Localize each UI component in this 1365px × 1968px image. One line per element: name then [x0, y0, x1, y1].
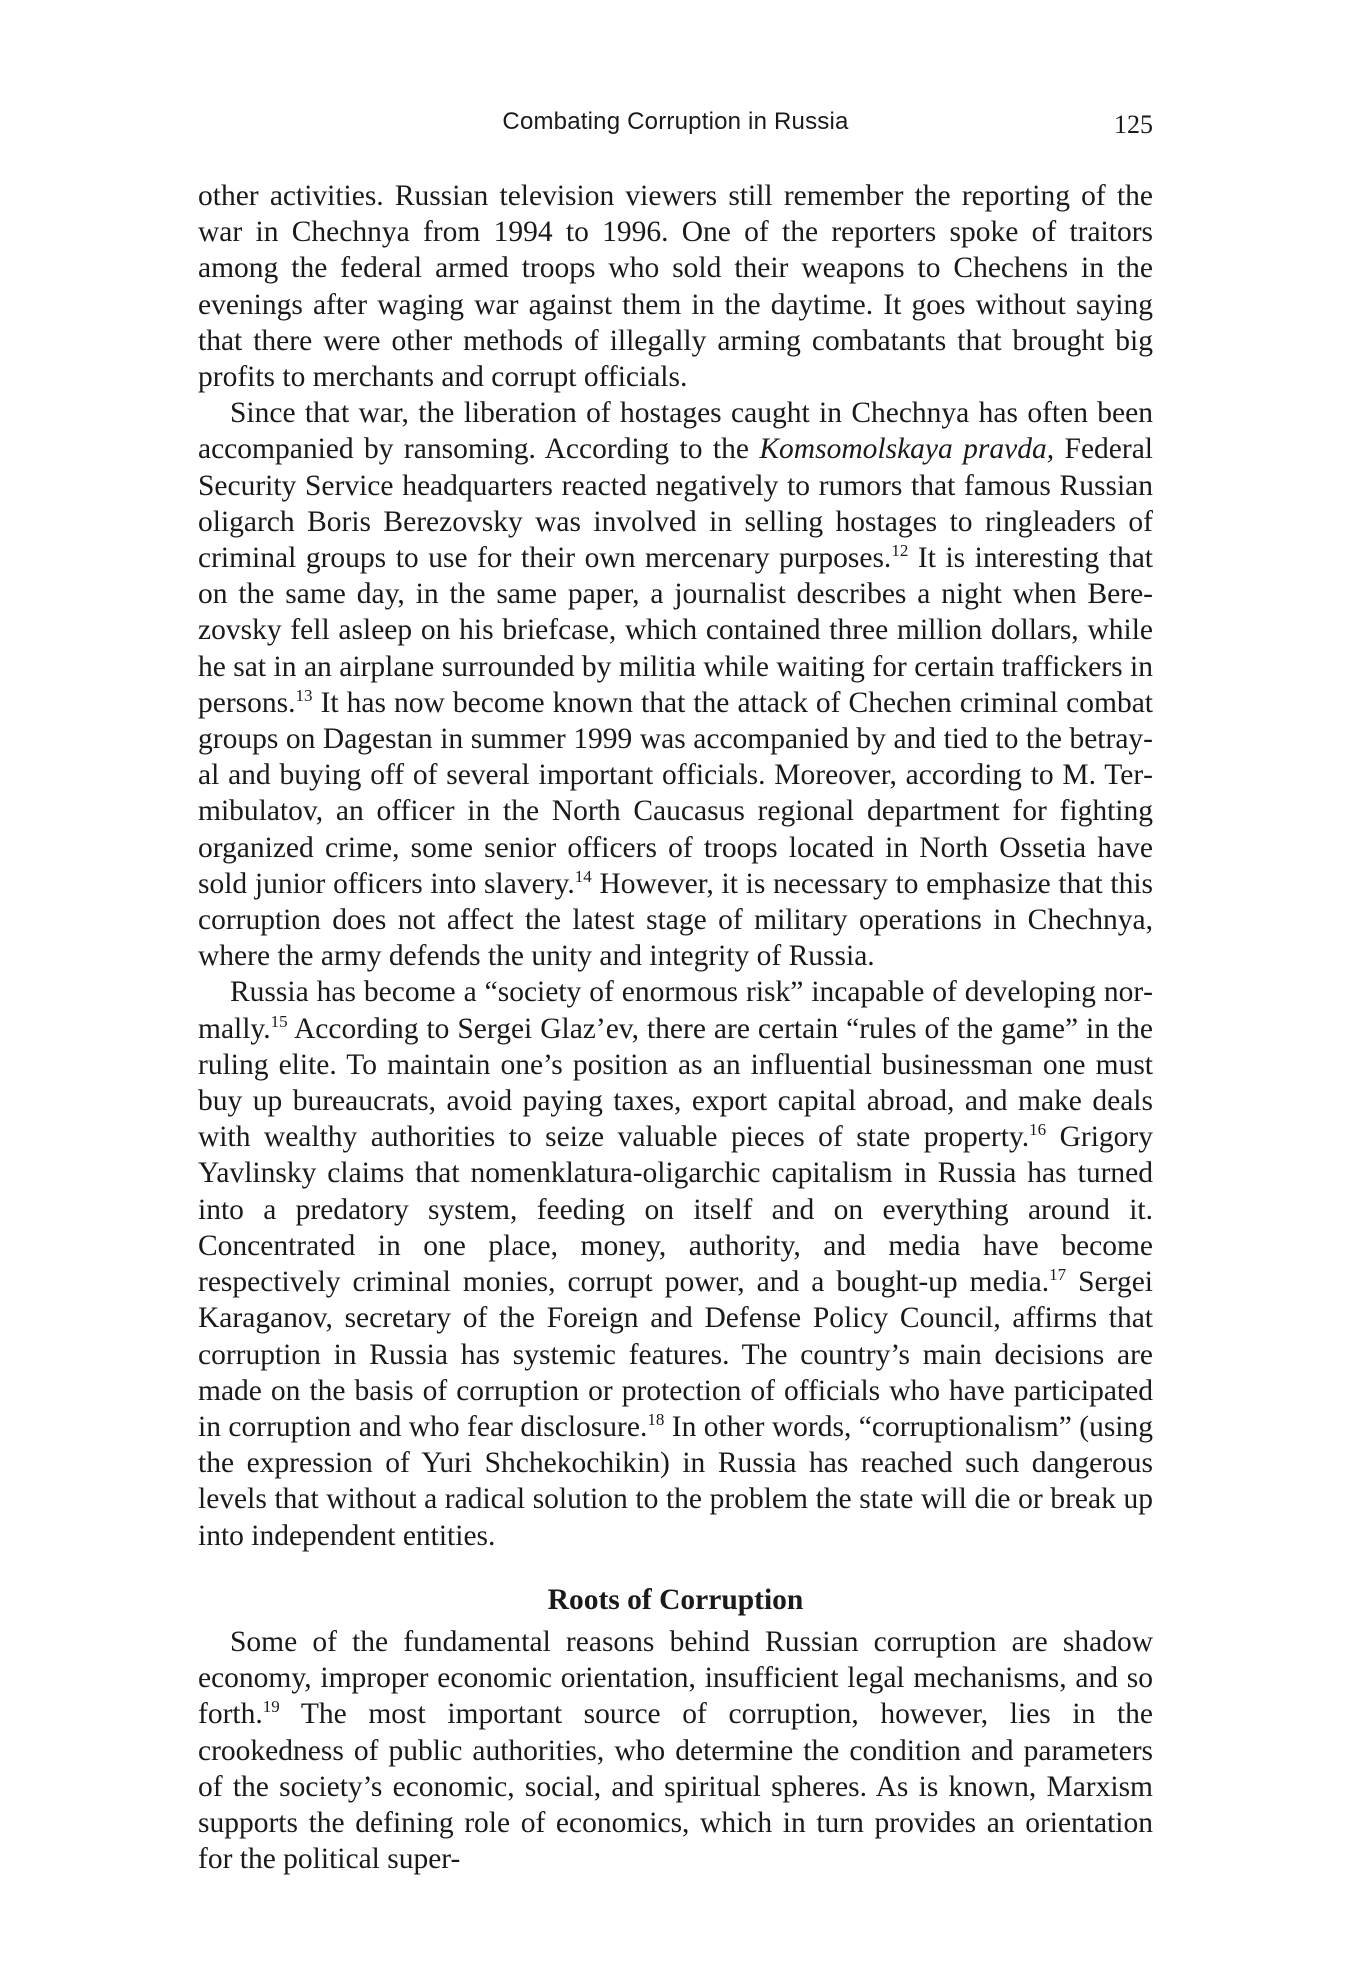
paragraph-hostages — [198, 395, 1153, 974]
text-run: It has now become known that the attack of Chechen criminal combat groups on Dagestan in summer 1999 was accompanied by and tied to the betrayal and buying off of several important officials. Moreover, according to M. Termibulatov, an officer in the North Caucasus regional department for fighting organized crime, some senior officers of troops located in North Ossetia have sold junior officers into slavery. — [198, 686, 1153, 900]
text-run: Russia has become a “society of enormous risk” incapable of developing normally. — [198, 976, 1153, 1045]
body-text — [198, 178, 1153, 1877]
footnote-marker: 17 — [1049, 1265, 1067, 1285]
text-run: It is interesting that on the same day, in the same paper, a journalist describes a night when Berezovsky fell asleep on his briefcase, which contained three million dollars, while he sat in an airplane surrounded by militia while waiting for certain traffickers in persons. — [198, 542, 1153, 719]
footnote-marker: 13 — [295, 685, 313, 705]
footnote-marker: 14 — [574, 866, 592, 886]
running-title: Combating Corruption in Russia — [502, 108, 849, 135]
paragraph-continued — [198, 178, 1153, 395]
page-number: 125 — [1114, 110, 1153, 139]
footnote-marker: 18 — [647, 1409, 665, 1429]
text-run: However, it is necessary to emphasize that this corruption does not affect the latest stage of military operations in Chechnya, where the army defends the unity and integrity of Russia. — [198, 867, 1154, 973]
paragraph-society-risk — [198, 974, 1153, 1553]
running-head — [198, 108, 1153, 144]
text-run: Since that war, the liberation of hostages caught in Chechnya has often been accompanied by ransoming. According to the — [198, 397, 1153, 466]
paragraph-roots — [198, 1624, 1153, 1877]
text-run: Some of the fundamental reasons behind Russian corruption are shadow economy, improper economic orientation, insufficient legal mechanisms, and so forth. — [198, 1625, 1153, 1731]
footnote-marker: 12 — [891, 541, 909, 561]
text-run: Sergei Karaganov, secretary of the Foreign and Defense Policy Council, affirms that corruption in Russia has systemic features. The country’s main decisions are made on the basis of corruption or protection of officials who have participated in corruption and who fear disclosure. — [198, 1266, 1153, 1443]
footnote-marker: 15 — [270, 1011, 288, 1031]
text-run: Grigory Yavlinsky claims that nomenklatura-oligarchic capitalism in Russia has turned into a predatory system, feeding on itself and on everything around it. Concentrated in one place, money, authority, and media have become respectively criminal monies, corrupt power, and a bought-up media. — [198, 1121, 1153, 1299]
text-run: According to Sergei Glaz’ev, there are certain “rules of the game” in the ruling elite. To maintain one’s position as an influential businessman one must buy up bureaucrats, avoid paying taxes, export capital abroad, and make deals with wealthy authorities to seize valuable pieces of state property. — [198, 1012, 1153, 1154]
text-run: Federal Security Service headquarters reacted negatively to rumors that famous Russian oligarch Boris Berezovsky was involved in selling hostages to ringleaders of criminal groups to use for their own mercenary purposes. — [198, 433, 1153, 575]
footnote-marker: 19 — [262, 1697, 280, 1717]
newspaper-title: Komsomolskaya pravda, — [759, 433, 1055, 466]
paragraph-text: other activities. Russian television viewers still remember the reporting of the war in Chechnya from 1994 to 1996. One of the reporters spoke of traitors among the federal armed troops who sold their weapons to Chechens in the evenings after waging war against them in the daytime. It goes without saying that there were other methods of illegally arming combatants that brought big profits to merchants and corrupt officials. — [198, 180, 1153, 394]
section-heading: Roots of Corruption — [547, 1583, 804, 1616]
text-run: In other words, “corruptionalism” (using the expression of Yuri Shchekochikin) in Russia has reached such dangerous levels that without a radical solution to the problem the state will die or break up into independent entities. — [198, 1410, 1153, 1552]
text-run: The most important source of corruption, however, lies in the crookedness of public authorities, who determine the condition and parameters of the society’s economic, social, and spiritual spheres. As is known, Marxism supports the defining role of economics, which in turn provides an orientation for the political super- — [198, 1698, 1153, 1876]
footnote-marker: 16 — [1029, 1120, 1047, 1140]
